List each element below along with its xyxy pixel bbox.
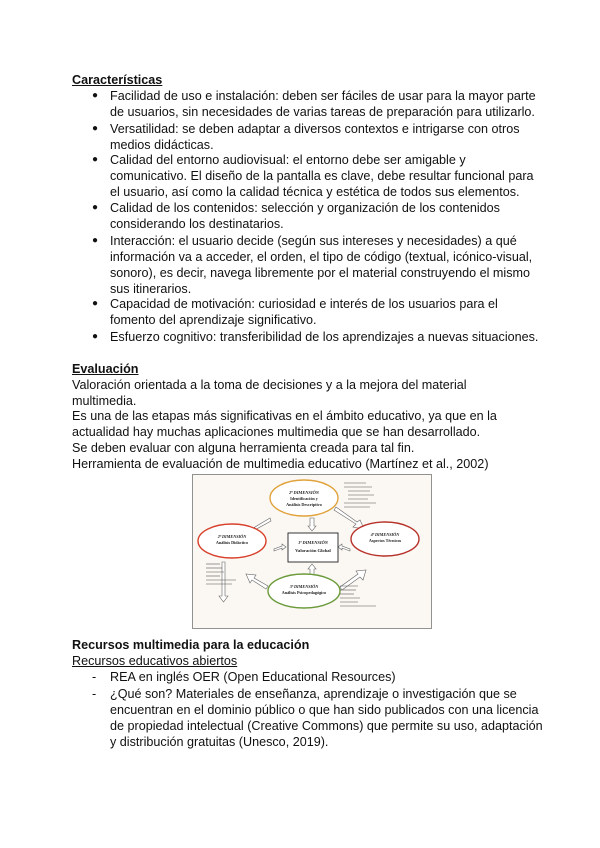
- subheading-recursos-abiertos: Recursos educativos abiertos: [72, 654, 238, 668]
- paragraph-line: Valoración orientada a la toma de decisiones y a la mejora del material: [72, 378, 467, 392]
- list-item-line: ¿Qué son? Materiales de enseñanza, aprendizaje o investigación que se: [110, 687, 517, 701]
- list-item-line: medios didácticas.: [110, 138, 214, 152]
- list-item-line: fomento del aprendizaje significativo.: [110, 313, 317, 327]
- left-oval-label: Análisis Didáctico: [215, 540, 249, 545]
- list-item-line: comunicativo. El diseño de la pantalla es clave, debe resultar funcional para: [110, 169, 534, 183]
- bullet-dot: ●: [92, 202, 99, 213]
- list-item-line: Calidad del entorno audiovisual: el entorno debe ser amigable y: [110, 153, 466, 167]
- list-item-line: Capacidad de motivación: curiosidad e interés de los usuarios para el: [110, 297, 498, 311]
- bullet-dot: ●: [92, 235, 99, 246]
- heading-evaluacion: Evaluación: [72, 362, 139, 376]
- top-oval-label-1: Identificación y: [290, 496, 318, 501]
- list-item-line: Facilidad de uso e instalación: deben ser fáciles de usar para la mayor parte: [110, 89, 536, 103]
- left-oval-title: 2ª DIMENSIÓN: [217, 534, 247, 539]
- list-item-line: Interacción: el usuario decide (según sus intereses y necesidades) a qué: [110, 234, 517, 248]
- heading-recursos: Recursos multimedia para la educación: [72, 638, 310, 652]
- list-item-line: el usuario, así como la calidad técnica y estética de todos sus elementos.: [110, 185, 520, 199]
- right-oval-label: Aspectos Técnicos: [368, 538, 402, 543]
- top-oval-title: 2ª DIMENSIÓN: [289, 490, 319, 495]
- paragraph-line: Herramienta de evaluación de multimedia educativo (Martínez et al., 2002): [72, 457, 489, 471]
- bullet-dot: ●: [92, 331, 99, 342]
- evaluation-diagram-figure: [192, 474, 432, 629]
- bullet-dot: ●: [92, 298, 99, 309]
- bottom-oval-label: Análisis Psicopedagógico: [281, 590, 327, 595]
- center-box-title: 1ª DIMENSIÓN: [298, 540, 328, 545]
- bullet-dot: ●: [92, 154, 99, 165]
- right-oval-title: 4ª DIMENSIÓN: [370, 532, 400, 537]
- dash-marker: -: [92, 687, 97, 701]
- paragraph-line: actualidad hay muchas aplicaciones multimedia que se han desarrollado.: [72, 425, 481, 439]
- list-item-line: sonoro), es decir, navega libremente por el material construyendo el mismo: [110, 266, 530, 280]
- bullet-dot: ●: [92, 90, 99, 101]
- list-item-line: de usuarios, sin necesidades de varias tareas de preparación para utilizarlo.: [110, 105, 535, 119]
- center-box-label: Valoración Global: [295, 548, 331, 553]
- paragraph-line: Es una de las etapas más significativas en el ámbito educativo, ya que en la: [72, 409, 497, 423]
- list-item-line: de propiedad intelectual (Creative Commons) que permite su uso, adaptación: [110, 719, 543, 733]
- list-item-line: sus itinerarios.: [110, 282, 192, 296]
- list-item-line: y distribución gratuitas (Unesco, 2019).: [110, 735, 329, 749]
- list-item-line: información va a acceder, el orden, el tipo de código (textual, icónico-visual,: [110, 250, 533, 264]
- list-item-line: encuentran en el dominio público o que han sido publicados con una licencia: [110, 703, 539, 717]
- paragraph-line: Se deben evaluar con alguna herramienta creada para tal fin.: [72, 441, 415, 455]
- list-item-line: Calidad de los contenidos: selección y organización de los contenidos: [110, 201, 500, 215]
- list-item-line: REA en inglés OER (Open Educational Resources): [110, 670, 396, 684]
- top-oval-label-2: Análisis Descriptivo: [286, 502, 322, 507]
- list-item-line: Esfuerzo cognitivo: transferibilidad de los aprendizajes a nuevas situaciones.: [110, 330, 539, 344]
- bullet-dot: ●: [92, 123, 99, 134]
- list-item-line: Versatilidad: se deben adaptar a diversos contextos e intrigarse con otros: [110, 122, 520, 136]
- dash-marker: -: [92, 670, 97, 684]
- list-item-line: considerando los destinatarios.: [110, 217, 284, 231]
- heading-caracteristicas: Características: [72, 73, 163, 87]
- paragraph-line: multimedia.: [72, 394, 137, 408]
- bottom-oval-title: 3ª DIMENSIÓN: [289, 584, 319, 589]
